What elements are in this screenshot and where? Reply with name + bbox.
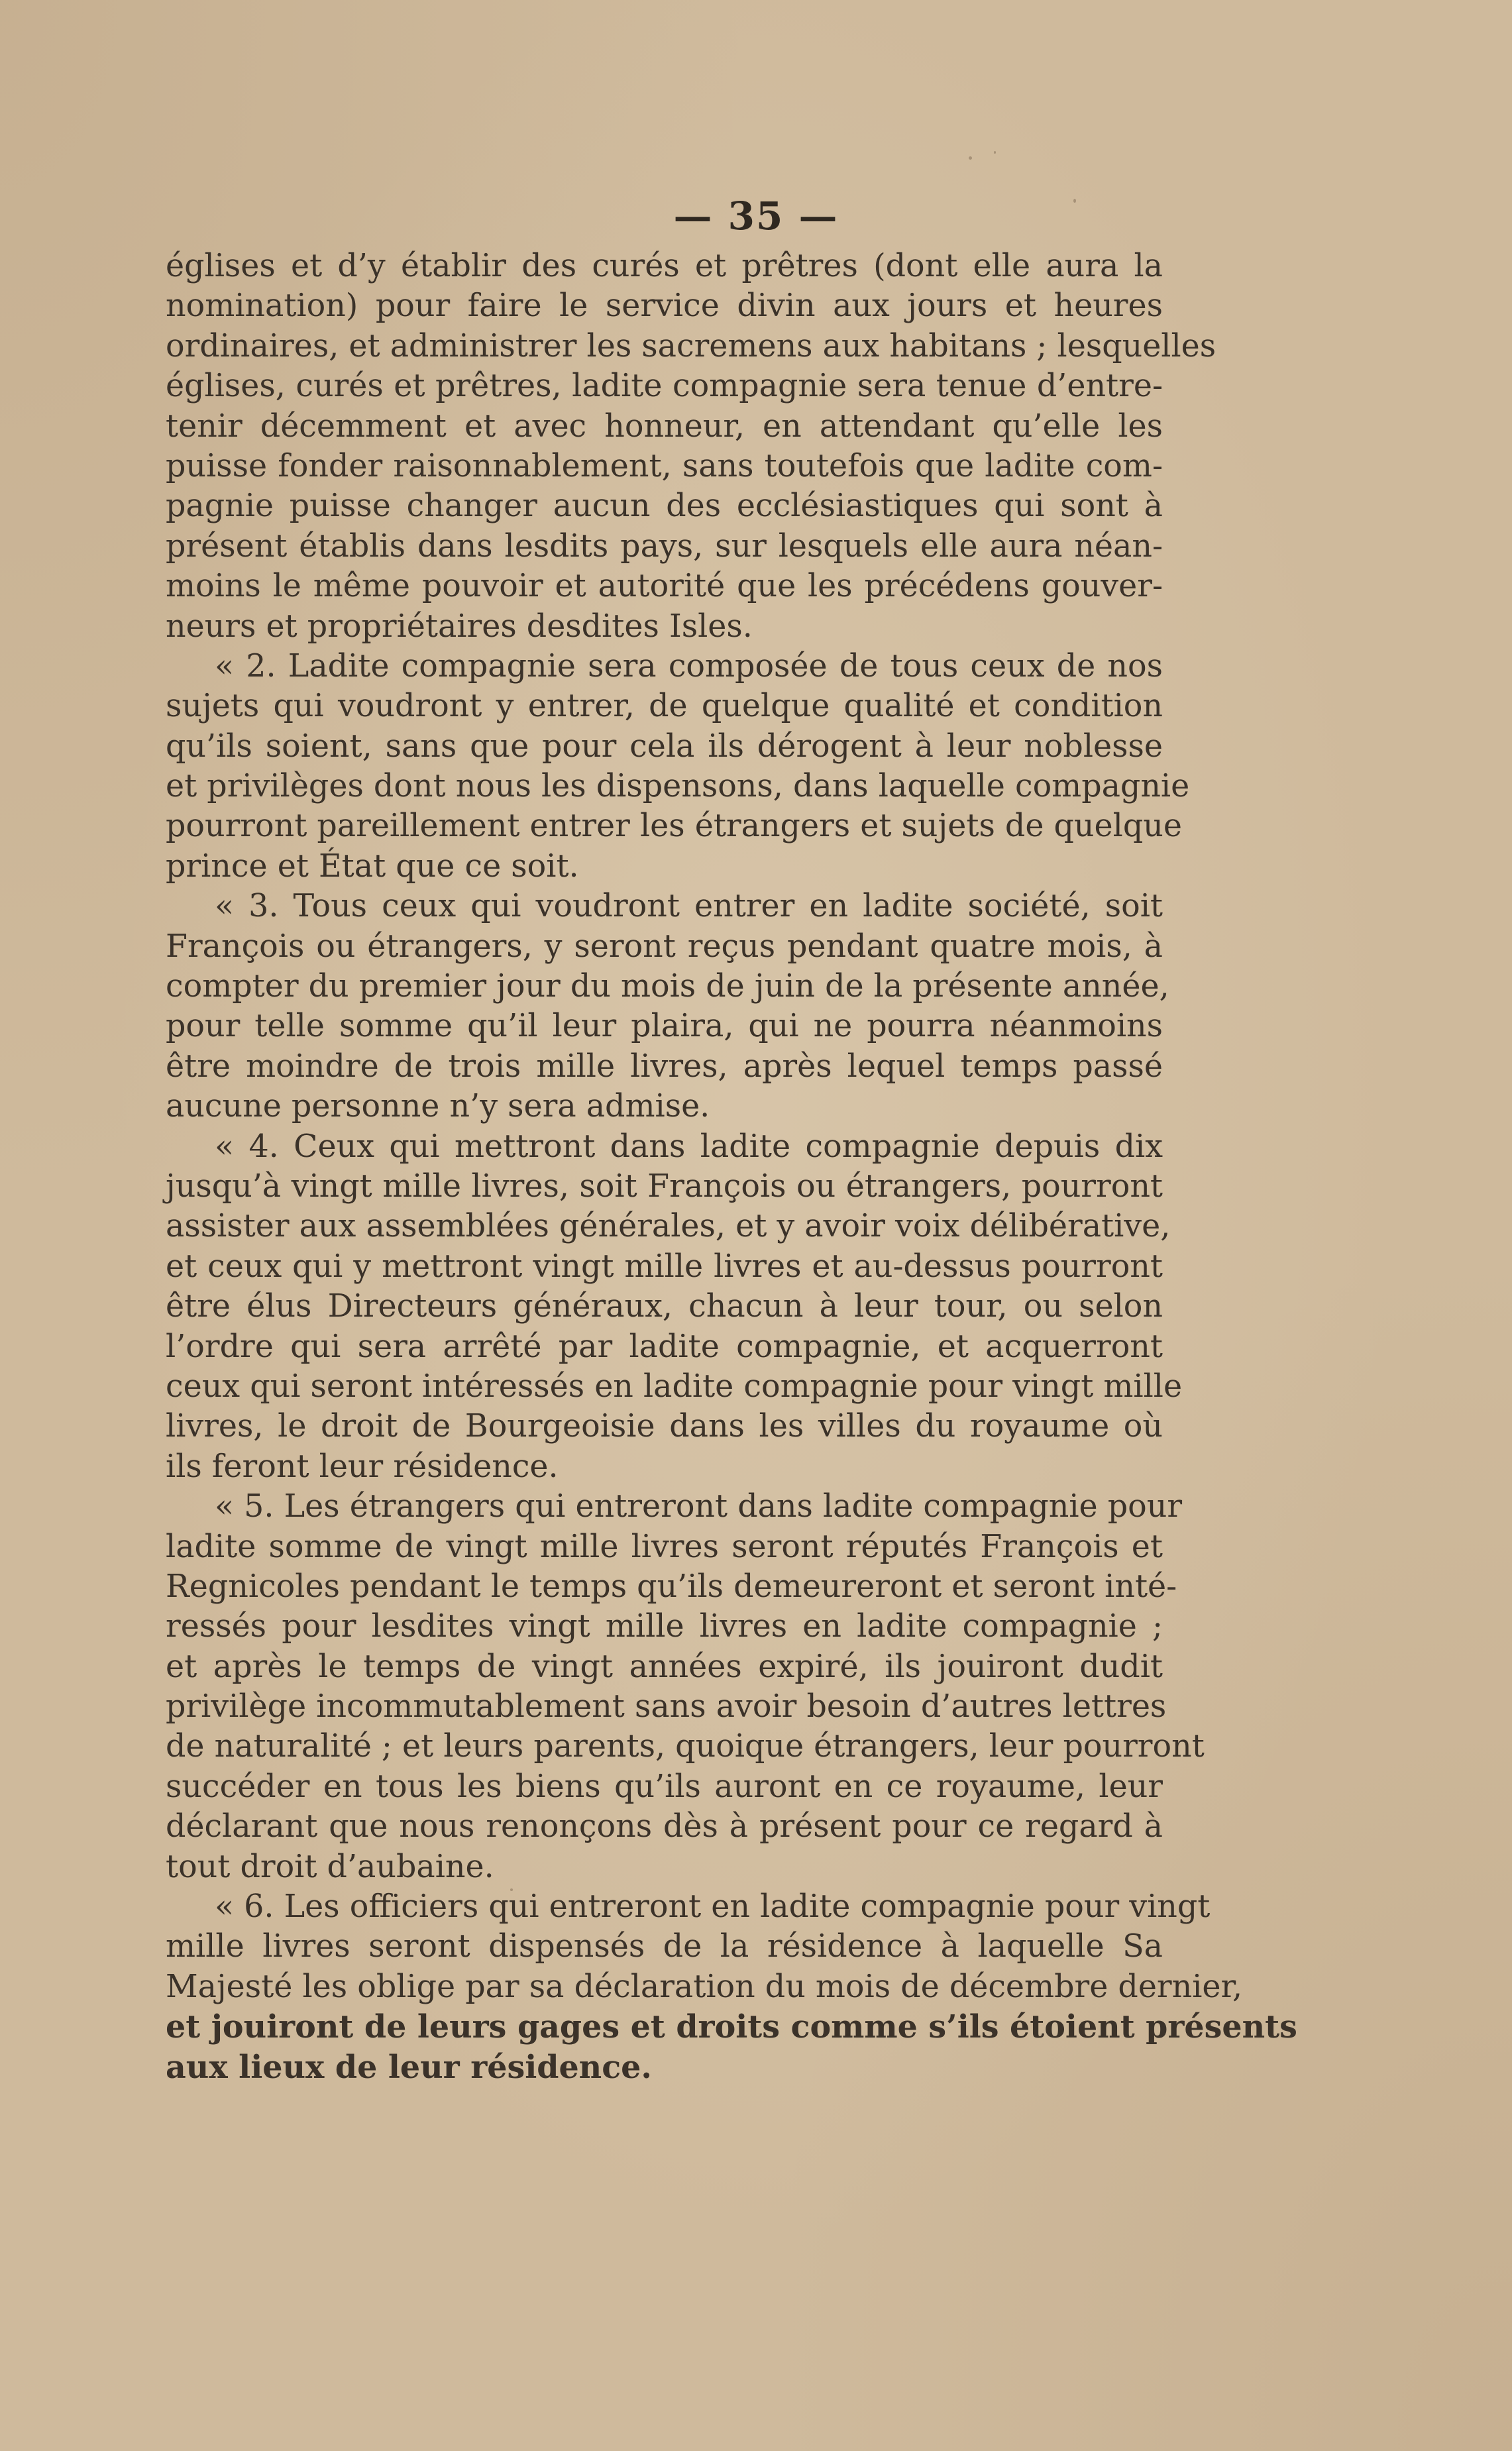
text-line: sujets qui voudront y entrer, de quelque qualité et condition <box>166 688 1163 725</box>
text-line: compter du premier jour du mois de juin de la présente année, <box>166 968 1169 1005</box>
text-line: neurs et propriétaires desdites Isles. <box>166 608 753 645</box>
text-line: ceux qui seront intéressés en ladite compagnie pour vingt mille <box>166 1368 1183 1405</box>
paper-speck <box>969 156 972 160</box>
text-line: nomination) pour faire le service divin aux jours et heures <box>166 288 1163 325</box>
text-line: Regnicoles pendant le temps qu’ils demeureront et seront inté- <box>166 1568 1177 1605</box>
page-number: — 35 — <box>673 193 839 239</box>
text-line: de naturalité ; et leurs parents, quoique étrangers, leur pourront <box>166 1728 1205 1765</box>
text-line: François ou étrangers, y seront reçus pendant quatre mois, à <box>166 928 1163 965</box>
text-line: succéder en tous les biens qu’ils auront en ce royaume, leur <box>166 1768 1163 1805</box>
text-line: tout droit d’aubaine. <box>166 1848 494 1885</box>
body-text <box>166 246 1297 2087</box>
text-line: être élus Directeurs généraux, chacun à leur tour, ou selon <box>166 1288 1163 1325</box>
text-line: « 3. Tous ceux qui voudront entrer en ladite société, soit <box>215 888 1163 925</box>
text-line: privilège incommutablement sans avoir besoin d’autres lettres <box>166 1688 1167 1725</box>
text-line: moins le même pouvoir et autorité que les précédens gouver- <box>166 568 1163 605</box>
text-line: prince et État que ce soit. <box>166 847 579 885</box>
text-line: « 2. Ladite compagnie sera composée de tous ceux de nos <box>215 647 1163 684</box>
text-line: églises et d’y établir des curés et prêtres (dont elle aura la <box>166 248 1163 284</box>
text-line: ressés pour lesdites vingt mille livres en ladite compagnie ; <box>166 1608 1163 1645</box>
text-line: « 5. Les étrangers qui entreront dans ladite compagnie pour <box>215 1488 1183 1525</box>
text-line: « 6. Les officiers qui entreront en ladite compagnie pour vingt <box>215 1888 1211 1926</box>
text-line: aux lieux de leur résidence. <box>166 2048 652 2086</box>
text-line: mille livres seront dispensés de la résidence à laquelle Sa <box>166 1928 1163 1965</box>
text-line: pourront pareillement entrer les étrangers et sujets de quelque <box>166 808 1182 845</box>
text-line: présent établis dans lesdits pays, sur lesquels elle aura néan- <box>166 527 1163 565</box>
text-line: livres, le droit de Bourgeoisie dans les villes du royaume où <box>166 1408 1163 1445</box>
text-line: ils feront leur résidence. <box>166 1448 559 1485</box>
text-line: Majesté les oblige par sa déclaration du mois de décembre dernier, <box>166 1968 1243 2005</box>
text-line: ordinaires, et administrer les sacremens aux habitans ; lesquelles <box>166 327 1216 364</box>
text-line: pour telle somme qu’il leur plaira, qui ne pourra néanmoins <box>166 1008 1163 1045</box>
text-line: aucune personne n’y sera admise. <box>166 1088 710 1125</box>
text-line: « 4. Ceux qui mettront dans ladite compagnie depuis dix <box>215 1128 1163 1165</box>
text-line: être moindre de trois mille livres, après lequel temps passé <box>166 1048 1163 1085</box>
text-line: tenir décemment et avec honneur, en attendant qu’elle les <box>166 408 1163 445</box>
text-line: l’ordre qui sera arrêté par ladite compagnie, et acquerront <box>166 1328 1163 1365</box>
text-line: et privilèges dont nous les dispensons, dans laquelle compagnie <box>166 768 1190 805</box>
text-line: et jouiront de leurs gages et droits comme s’ils étoient présents <box>166 2008 1297 2046</box>
text-line: et après le temps de vingt années expiré, ils jouiront dudit <box>166 1648 1163 1685</box>
text-line: jusqu’à vingt mille livres, soit François ou étrangers, pourront <box>166 1168 1163 1205</box>
paper-speck <box>994 151 996 154</box>
text-line: et ceux qui y mettront vingt mille livres et au-dessus pourront <box>166 1248 1163 1285</box>
text-line: puisse fonder raisonnablement, sans toutefois que ladite com- <box>166 447 1163 484</box>
text-line: assister aux assemblées générales, et y avoir voix délibérative, <box>166 1208 1171 1245</box>
text-line: ladite somme de vingt mille livres seront réputés François et <box>166 1528 1163 1565</box>
text-line: pagnie puisse changer aucun des ecclésiastiques qui sont à <box>166 488 1163 525</box>
text-line: qu’ils soient, sans que pour cela ils dérogent à leur noblesse <box>166 728 1163 765</box>
text-line: déclarant que nous renonçons dès à présent pour ce regard à <box>166 1808 1163 1845</box>
text-line: églises, curés et prêtres, ladite compagnie sera tenue d’entre- <box>166 368 1163 405</box>
